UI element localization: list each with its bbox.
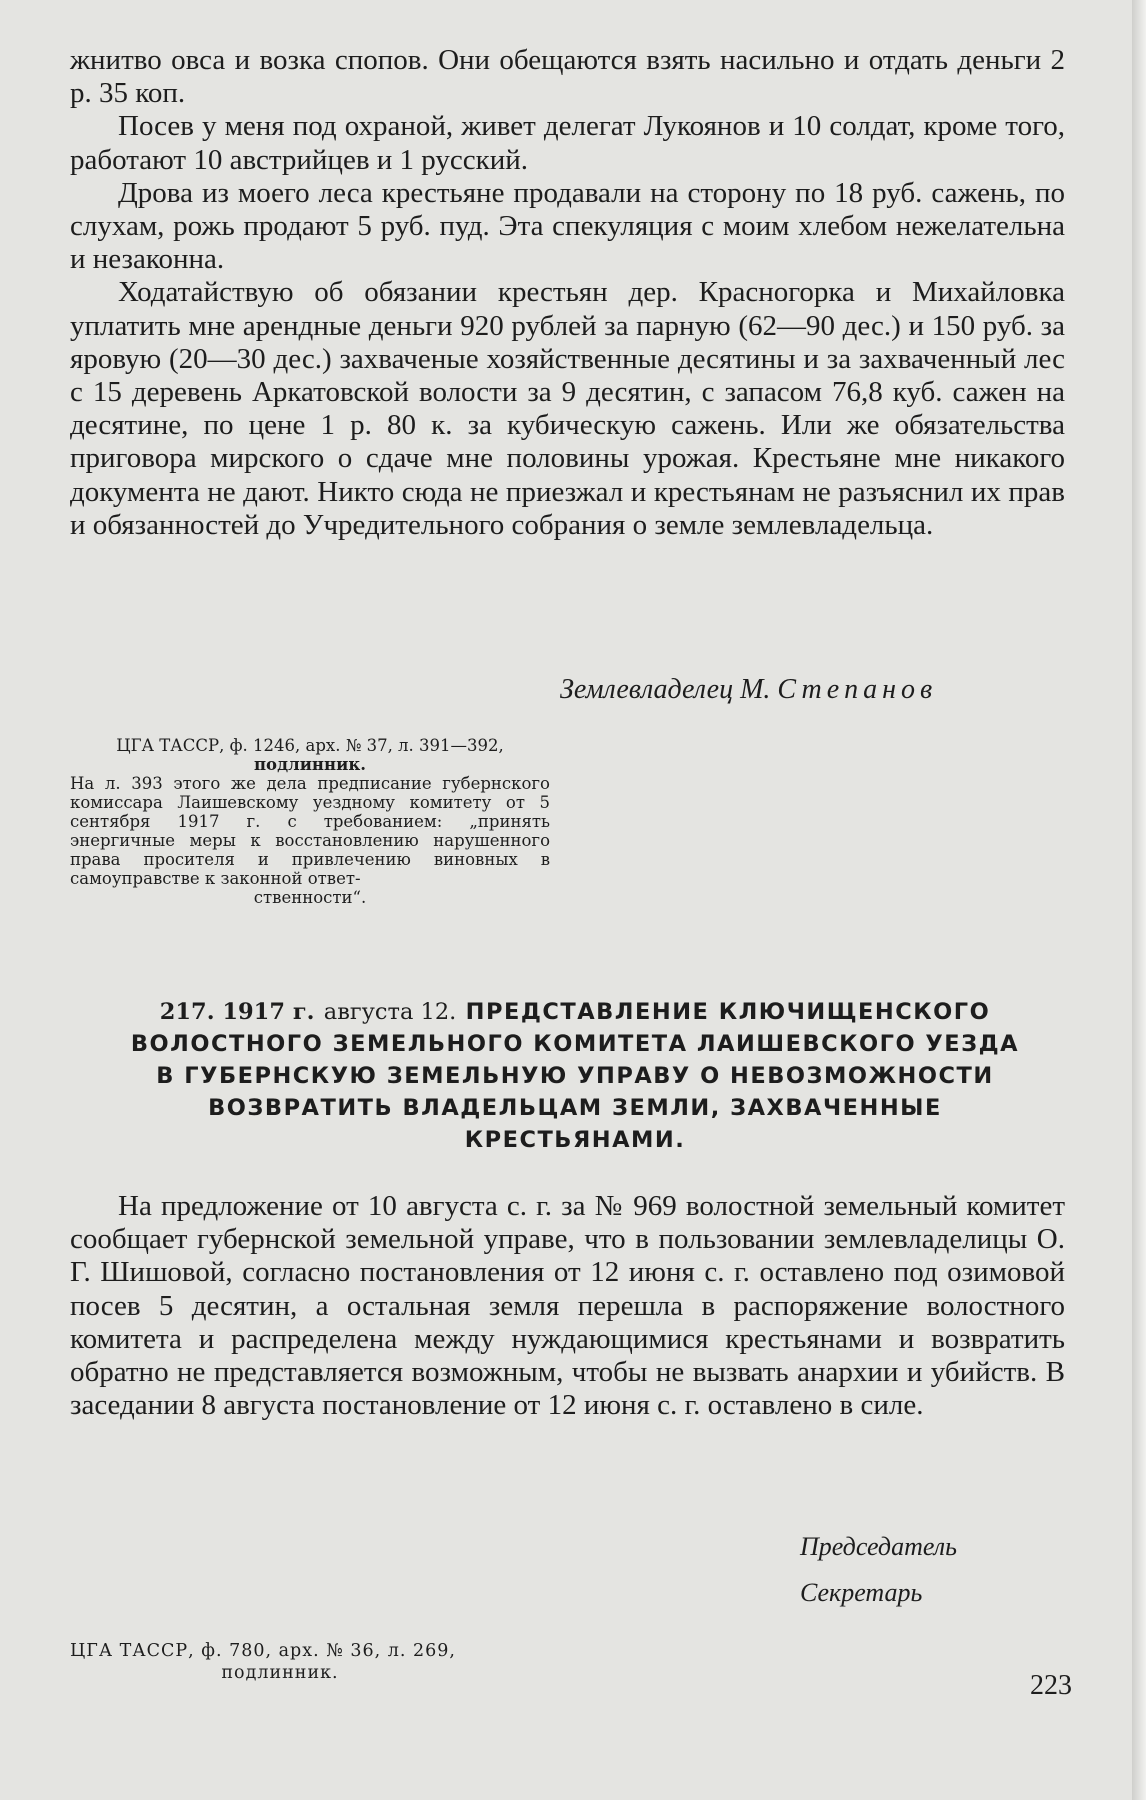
- note2-source: ЦГА ТАССР, ф. 780, арх. № 36, л. 269,: [70, 1641, 456, 1661]
- document-date: августа 12.: [323, 999, 457, 1025]
- page-edge: [1132, 0, 1146, 1800]
- document-title: ПРЕДСТАВЛЕНИЕ КЛЮЧИЩЕНСКОГО ВОЛОСТНОГО ЗЕМЕЛЬНОГО КОМИТЕТА ЛАИШЕВСКОГО УЕЗДА В ГУБЕРНСКУЮ ЗЕМЕЛЬНУЮ УПРАВУ О НЕВОЗМОЖНОСТИ ВОЗВРАТИТЬ ВЛАДЕЛЬЦАМ ЗЕМЛИ, ЗАХВАЧЕННЫЕ КРЕСТЬЯНАМИ.: [130, 999, 1020, 1153]
- note1-comment: На л. 393 этого же дела предписание губернского комиссара Лаишевскому уездному комитету от 5 сентября 1917 г. с требованием: „принять энергичные меры к восстановлению нарушенного права просителя и привлечению виновных в самоуправстве к законной ответ-: [70, 774, 550, 888]
- signature-role: Землевладелец М.: [560, 674, 771, 705]
- note1-original: подлинник.: [253, 755, 366, 774]
- secretary-label: Секретарь: [800, 1578, 923, 1607]
- landowner-signature: [560, 674, 1000, 706]
- doc1-paragraph-1: жнитво овса и возка спопов. Они обещаются взять насильно и отдать деньги 2 р. 35 коп.: [70, 44, 1065, 110]
- doc1-paragraph-3: Дрова из моего леса крестьяне продавали на сторону по 18 руб. сажень, по слухам, рожь продают 5 руб. пуд. Эта спекуляция с моим хлебом нежелательна и незаконна.: [70, 176, 1065, 276]
- doc1-paragraph-4: Ходатайствую об обязании крестьян дер. Красногорка и Михайловка уплатить мне арендные деньги 920 рублей за парную (62—90 дес.) и 150 руб. за яровую (20—30 дес.) захваченые хозяйственные десятины и за захваченный лес с 15 деревень Аркатовской волости за 9 десятин, с запасом 76,8 куб. сажен на десятине, по цене 1 р. 80 к. за кубическую сажень. Или же обязательства приговора мирского о сдаче мне половины урожая. Крестьяне мне никакого документа не дают. Никто сюда не приезжал и крестьянам не разъяснил их прав и обязанностей до Учредительного собрания о земле землевладельца.: [70, 276, 1065, 541]
- chairman-label: Председатель: [800, 1532, 957, 1561]
- doc1-text: [70, 44, 1065, 542]
- archive-note-2: [70, 1640, 490, 1684]
- note2-original: подлинник.: [221, 1663, 339, 1683]
- doc2-text: [70, 1190, 1065, 1422]
- document-heading: [125, 996, 1025, 1156]
- signature-name: Степанов: [777, 674, 938, 705]
- document-number: 217. 1917 г.: [159, 999, 315, 1025]
- page-number: 223: [1030, 1670, 1072, 1701]
- note1-comment-end: ственности“.: [253, 888, 367, 907]
- note1-source: ЦГА ТАССР, ф. 1246, арх. № 37, л. 391—392,: [116, 736, 504, 755]
- committee-signatures: [800, 1524, 1040, 1616]
- doc1-paragraph-2: Посев у меня под охраной, живет делегат Лукоянов и 10 солдат, кроме того, работают 10 австрийцев и 1 русский.: [70, 110, 1065, 176]
- archive-note-1: [70, 736, 550, 907]
- doc2-paragraph: На предложение от 10 августа с. г. за № 969 волостной земельный комитет сообщает губернской земельной управе, что в пользовании землевладелицы О. Г. Шишовой, согласно постановления от 12 июня с. г. оставлено под озимовой посев 5 десятин, а остальная земля перешла в распоряжение волостного комитета и распределена между нуждающимися крестьянами и возвратить обратно не представляется возможным, чтобы не вызвать анархии и убийств. В заседании 8 августа постановление от 12 июня с. г. оставлено в силе.: [70, 1190, 1065, 1422]
